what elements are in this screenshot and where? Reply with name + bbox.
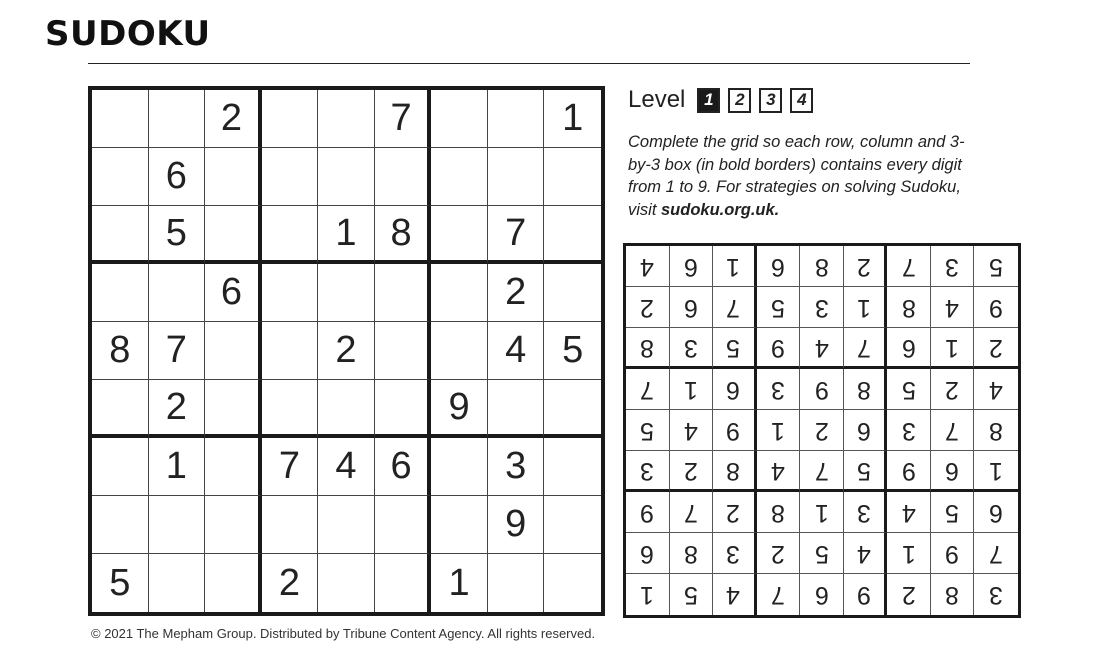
solution-cell bbox=[713, 328, 757, 369]
puzzle-cell[interactable]: 1 bbox=[431, 554, 488, 612]
solution-digit: 7 bbox=[683, 498, 698, 527]
solution-cell bbox=[713, 533, 757, 574]
level-1-box: 1 bbox=[697, 88, 720, 113]
solution-cell bbox=[931, 287, 975, 328]
puzzle-cell[interactable] bbox=[431, 148, 488, 206]
instructions bbox=[628, 131, 973, 221]
solution-digit: 8 bbox=[901, 293, 916, 322]
solution-cell bbox=[931, 533, 975, 574]
puzzle-cell[interactable] bbox=[375, 148, 432, 206]
puzzle-cell[interactable] bbox=[544, 148, 601, 206]
solution-cell bbox=[844, 369, 888, 410]
solution-cell bbox=[931, 369, 975, 410]
solution-digit: 8 bbox=[726, 456, 741, 485]
solution-cell bbox=[670, 574, 714, 615]
solution-digit: 1 bbox=[989, 456, 1004, 485]
puzzle-cell[interactable]: 1 bbox=[544, 90, 601, 148]
solution-digit: 4 bbox=[945, 293, 960, 322]
puzzle-cell[interactable]: 9 bbox=[488, 496, 545, 554]
puzzle-cell[interactable]: 1 bbox=[318, 206, 375, 264]
solution-digit: 9 bbox=[640, 498, 655, 527]
solution-cell bbox=[974, 410, 1018, 451]
solution-digit: 9 bbox=[770, 333, 785, 362]
puzzle-cell[interactable] bbox=[544, 554, 601, 612]
solution-cell bbox=[757, 287, 801, 328]
solution-cell bbox=[844, 410, 888, 451]
puzzle-cell[interactable]: 4 bbox=[318, 438, 375, 496]
solution-cell bbox=[974, 533, 1018, 574]
solution-digit: 8 bbox=[945, 581, 960, 609]
puzzle-cell[interactable] bbox=[431, 264, 488, 322]
solution-digit: 3 bbox=[640, 456, 655, 485]
solution-cell bbox=[931, 410, 975, 451]
puzzle-cell[interactable] bbox=[92, 264, 149, 322]
solution-cell bbox=[800, 328, 844, 369]
solution-digit: 5 bbox=[901, 375, 916, 404]
solution-digit: 4 bbox=[726, 581, 741, 609]
solution-cell bbox=[713, 369, 757, 410]
solution-digit: 5 bbox=[945, 498, 960, 527]
solution-cell bbox=[626, 287, 670, 328]
puzzle-cell[interactable] bbox=[375, 380, 432, 438]
puzzle-cell[interactable] bbox=[544, 438, 601, 496]
solution-digit: 6 bbox=[857, 416, 871, 445]
puzzle-cell[interactable] bbox=[262, 264, 319, 322]
puzzle-cell[interactable]: 6 bbox=[149, 148, 206, 206]
solution-digit: 2 bbox=[726, 498, 741, 527]
solution-digit: 7 bbox=[640, 375, 655, 404]
solution-digit: 5 bbox=[857, 456, 871, 485]
solution-digit: 4 bbox=[770, 456, 785, 485]
puzzle-cell[interactable] bbox=[318, 264, 375, 322]
solution-cell bbox=[887, 410, 931, 451]
solution-cell bbox=[800, 246, 844, 287]
instructions-text: Complete the grid so each row, column and 3-by-3 box (in bold borders) contains every digit from 1 to 9. For strategies on solving Sudoku, visit bbox=[628, 133, 965, 219]
puzzle-grid bbox=[88, 86, 605, 616]
solution-cell bbox=[844, 492, 888, 533]
solution-digit: 6 bbox=[683, 252, 698, 281]
puzzle-cell[interactable]: 6 bbox=[205, 264, 262, 322]
solution-cell bbox=[931, 574, 975, 615]
solution-cell bbox=[626, 574, 670, 615]
puzzle-cell[interactable]: 5 bbox=[149, 206, 206, 264]
solution-digit: 3 bbox=[945, 252, 960, 281]
solution-cell bbox=[713, 451, 757, 492]
solution-digit: 6 bbox=[901, 333, 916, 362]
solution-cell bbox=[974, 451, 1018, 492]
solution-cell bbox=[931, 246, 975, 287]
solution-digit: 3 bbox=[989, 581, 1004, 609]
solution-digit: 6 bbox=[814, 581, 829, 609]
solution-digit: 2 bbox=[857, 252, 871, 281]
solution-cell bbox=[844, 328, 888, 369]
solution-cell bbox=[626, 246, 670, 287]
level-selector bbox=[628, 86, 813, 114]
solution-cell bbox=[931, 451, 975, 492]
solution-digit: 7 bbox=[857, 333, 871, 362]
solution-cell bbox=[974, 287, 1018, 328]
solution-digit: 8 bbox=[989, 416, 1004, 445]
puzzle-cell[interactable] bbox=[205, 554, 262, 612]
puzzle-cell[interactable]: 6 bbox=[375, 438, 432, 496]
puzzle-cell[interactable]: 2 bbox=[205, 90, 262, 148]
puzzle-cell[interactable]: 2 bbox=[318, 322, 375, 380]
puzzle-cell[interactable] bbox=[92, 90, 149, 148]
solution-cell bbox=[887, 246, 931, 287]
puzzle-cell[interactable] bbox=[262, 90, 319, 148]
solution-digit: 7 bbox=[814, 456, 829, 485]
puzzle-cell[interactable]: 7 bbox=[488, 206, 545, 264]
solution-cell bbox=[887, 369, 931, 410]
solution-cell bbox=[670, 328, 714, 369]
solution-digit: 5 bbox=[683, 581, 698, 609]
solution-digit: 2 bbox=[683, 456, 698, 485]
puzzle-cell[interactable]: 8 bbox=[92, 322, 149, 380]
puzzle-cell[interactable] bbox=[262, 148, 319, 206]
solution-cell bbox=[974, 328, 1018, 369]
puzzle-cell[interactable]: 5 bbox=[92, 554, 149, 612]
solution-digit: 3 bbox=[901, 416, 916, 445]
solution-digit: 9 bbox=[945, 539, 960, 568]
puzzle-cell[interactable] bbox=[205, 496, 262, 554]
solution-digit: 8 bbox=[814, 252, 829, 281]
solution-cell bbox=[887, 451, 931, 492]
solution-digit: 6 bbox=[726, 375, 741, 404]
solution-digit: 4 bbox=[683, 416, 698, 445]
puzzle-cell[interactable] bbox=[149, 90, 206, 148]
level-3-box: 3 bbox=[759, 88, 782, 113]
puzzle-cell[interactable] bbox=[149, 264, 206, 322]
puzzle-cell[interactable] bbox=[431, 206, 488, 264]
solution-digit: 5 bbox=[770, 293, 785, 322]
solution-cell bbox=[626, 451, 670, 492]
solution-cell bbox=[800, 369, 844, 410]
solution-digit: 2 bbox=[945, 375, 960, 404]
solution-digit: 4 bbox=[814, 333, 829, 362]
puzzle-cell[interactable] bbox=[375, 322, 432, 380]
puzzle-cell[interactable]: 8 bbox=[375, 206, 432, 264]
puzzle-cell[interactable] bbox=[262, 380, 319, 438]
solution-cell bbox=[800, 287, 844, 328]
puzzle-cell[interactable] bbox=[205, 438, 262, 496]
solution-digit: 1 bbox=[640, 581, 655, 609]
solution-cell bbox=[757, 451, 801, 492]
solution-digit: 1 bbox=[857, 293, 871, 322]
solution-cell bbox=[757, 533, 801, 574]
solution-digit: 1 bbox=[814, 498, 829, 527]
puzzle-cell[interactable] bbox=[488, 90, 545, 148]
level-2-box: 2 bbox=[728, 88, 751, 113]
puzzle-cell[interactable] bbox=[375, 496, 432, 554]
puzzle-cell[interactable]: 7 bbox=[375, 90, 432, 148]
solution-digit: 6 bbox=[945, 456, 960, 485]
solution-digit: 4 bbox=[857, 539, 871, 568]
solution-digit: 1 bbox=[901, 539, 916, 568]
puzzle-cell[interactable] bbox=[488, 380, 545, 438]
solution-digit: 3 bbox=[770, 375, 785, 404]
solution-cell bbox=[974, 492, 1018, 533]
puzzle-cell[interactable] bbox=[318, 380, 375, 438]
solution-cell bbox=[713, 574, 757, 615]
solution-cell bbox=[670, 410, 714, 451]
solution-cell bbox=[713, 287, 757, 328]
solution-cell bbox=[887, 492, 931, 533]
puzzle-cell[interactable] bbox=[375, 554, 432, 612]
solution-cell bbox=[757, 246, 801, 287]
solution-cell bbox=[757, 328, 801, 369]
solution-cell bbox=[670, 451, 714, 492]
puzzle-cell[interactable] bbox=[318, 496, 375, 554]
puzzle-cell[interactable] bbox=[544, 496, 601, 554]
puzzle-cell[interactable] bbox=[149, 496, 206, 554]
solution-digit: 9 bbox=[857, 581, 871, 609]
solution-cell bbox=[800, 533, 844, 574]
solution-digit: 1 bbox=[945, 333, 960, 362]
solution-digit: 4 bbox=[989, 375, 1004, 404]
solution-digit: 8 bbox=[640, 333, 655, 362]
solution-digit: 8 bbox=[770, 498, 785, 527]
solution-digit: 6 bbox=[683, 293, 698, 322]
solution-digit: 3 bbox=[814, 293, 829, 322]
solution-cell bbox=[974, 574, 1018, 615]
puzzle-cell[interactable] bbox=[262, 206, 319, 264]
page-title: SUDOKU bbox=[45, 14, 211, 54]
solution-cell bbox=[757, 369, 801, 410]
solution-cell bbox=[974, 246, 1018, 287]
puzzle-cell[interactable] bbox=[375, 264, 432, 322]
solution-cell bbox=[757, 410, 801, 451]
solution-digit: 6 bbox=[770, 252, 785, 281]
header-divider bbox=[88, 63, 970, 64]
solution-digit: 6 bbox=[640, 539, 655, 568]
solution-digit: 9 bbox=[814, 375, 829, 404]
solution-digit: 9 bbox=[726, 416, 741, 445]
solution-digit: 9 bbox=[901, 456, 916, 485]
puzzle-cell[interactable] bbox=[92, 380, 149, 438]
puzzle-cell[interactable]: 5 bbox=[544, 322, 601, 380]
solution-digit: 8 bbox=[683, 539, 698, 568]
solution-digit: 2 bbox=[814, 416, 829, 445]
solution-cell bbox=[844, 574, 888, 615]
solution-digit: 7 bbox=[770, 581, 785, 609]
puzzle-cell[interactable]: 3 bbox=[488, 438, 545, 496]
puzzle-cell[interactable] bbox=[318, 148, 375, 206]
puzzle-cell[interactable] bbox=[488, 148, 545, 206]
solution-digit: 9 bbox=[989, 293, 1004, 322]
puzzle-cell[interactable] bbox=[92, 438, 149, 496]
solution-cell bbox=[670, 369, 714, 410]
puzzle-cell[interactable] bbox=[205, 206, 262, 264]
puzzle-cell[interactable]: 2 bbox=[149, 380, 206, 438]
solution-cell bbox=[670, 492, 714, 533]
solution-digit: 7 bbox=[989, 539, 1004, 568]
solution-cell bbox=[974, 369, 1018, 410]
puzzle-cell[interactable] bbox=[318, 554, 375, 612]
solution-cell bbox=[670, 287, 714, 328]
solution-digit: 1 bbox=[770, 416, 785, 445]
solution-cell bbox=[887, 328, 931, 369]
solution-cell bbox=[844, 287, 888, 328]
puzzle-cell[interactable] bbox=[262, 496, 319, 554]
solution-digit: 5 bbox=[814, 539, 829, 568]
solution-digit: 8 bbox=[857, 375, 871, 404]
solution-cell bbox=[800, 410, 844, 451]
solution-digit: 7 bbox=[901, 252, 916, 281]
solution-digit: 5 bbox=[640, 416, 655, 445]
solution-cell bbox=[931, 492, 975, 533]
puzzle-cell[interactable] bbox=[92, 206, 149, 264]
puzzle-cell[interactable] bbox=[262, 322, 319, 380]
solution-digit: 2 bbox=[901, 581, 916, 609]
solution-cell bbox=[626, 533, 670, 574]
puzzle-cell[interactable] bbox=[431, 322, 488, 380]
level-label: Level bbox=[628, 86, 686, 113]
solution-cell bbox=[887, 287, 931, 328]
solution-cell bbox=[626, 328, 670, 369]
solution-digit: 3 bbox=[857, 498, 871, 527]
copyright-notice: © 2021 The Mepham Group. Distributed by Tribune Content Agency. All rights reserved. bbox=[91, 626, 596, 641]
solution-cell bbox=[626, 410, 670, 451]
puzzle-cell[interactable] bbox=[205, 148, 262, 206]
puzzle-cell[interactable]: 2 bbox=[262, 554, 319, 612]
solution-digit: 2 bbox=[770, 539, 785, 568]
puzzle-cell[interactable] bbox=[544, 206, 601, 264]
solution-digit: 6 bbox=[989, 498, 1004, 527]
solution-grid bbox=[623, 243, 1021, 618]
puzzle-cell[interactable]: 7 bbox=[262, 438, 319, 496]
puzzle-cell[interactable]: 9 bbox=[431, 380, 488, 438]
puzzle-cell[interactable] bbox=[205, 322, 262, 380]
solution-digit: 1 bbox=[726, 252, 741, 281]
solution-cell bbox=[844, 451, 888, 492]
solution-digit: 5 bbox=[989, 252, 1004, 281]
puzzle-cell[interactable] bbox=[431, 90, 488, 148]
puzzle-cell[interactable]: 4 bbox=[488, 322, 545, 380]
puzzle-cell[interactable] bbox=[92, 496, 149, 554]
solution-cell bbox=[887, 574, 931, 615]
solution-digit: 7 bbox=[726, 293, 741, 322]
solution-digit: 2 bbox=[640, 293, 655, 322]
solution-cell bbox=[800, 451, 844, 492]
solution-digit: 7 bbox=[945, 416, 960, 445]
level-4-box: 4 bbox=[790, 88, 813, 113]
solution-digit: 5 bbox=[726, 333, 741, 362]
puzzle-cell[interactable]: 7 bbox=[149, 322, 206, 380]
solution-cell bbox=[844, 533, 888, 574]
solution-cell bbox=[844, 246, 888, 287]
solution-cell bbox=[757, 574, 801, 615]
puzzle-cell[interactable]: 1 bbox=[149, 438, 206, 496]
solution-cell bbox=[887, 533, 931, 574]
solution-cell bbox=[757, 492, 801, 533]
puzzle-cell[interactable] bbox=[431, 496, 488, 554]
sudoku-link[interactable]: sudoku.org.uk. bbox=[661, 200, 780, 219]
puzzle-cell[interactable] bbox=[92, 148, 149, 206]
solution-cell bbox=[713, 410, 757, 451]
solution-cell bbox=[931, 328, 975, 369]
solution-cell bbox=[670, 246, 714, 287]
solution-cell bbox=[626, 492, 670, 533]
solution-cell bbox=[713, 246, 757, 287]
solution-digit: 4 bbox=[901, 498, 916, 527]
puzzle-cell[interactable] bbox=[149, 554, 206, 612]
puzzle-cell[interactable] bbox=[205, 380, 262, 438]
solution-digit: 3 bbox=[683, 333, 698, 362]
solution-cell bbox=[800, 492, 844, 533]
puzzle-cell[interactable] bbox=[488, 554, 545, 612]
puzzle-cell[interactable] bbox=[318, 90, 375, 148]
solution-cell bbox=[670, 533, 714, 574]
solution-cell bbox=[626, 369, 670, 410]
puzzle-cell[interactable]: 2 bbox=[488, 264, 545, 322]
solution-cell bbox=[713, 492, 757, 533]
solution-digit: 1 bbox=[683, 375, 698, 404]
puzzle-cell[interactable] bbox=[544, 380, 601, 438]
puzzle-cell[interactable] bbox=[431, 438, 488, 496]
solution-digit: 4 bbox=[640, 252, 655, 281]
puzzle-cell[interactable] bbox=[544, 264, 601, 322]
solution-digit: 3 bbox=[726, 539, 741, 568]
solution-digit: 2 bbox=[989, 333, 1004, 362]
solution-cell bbox=[800, 574, 844, 615]
